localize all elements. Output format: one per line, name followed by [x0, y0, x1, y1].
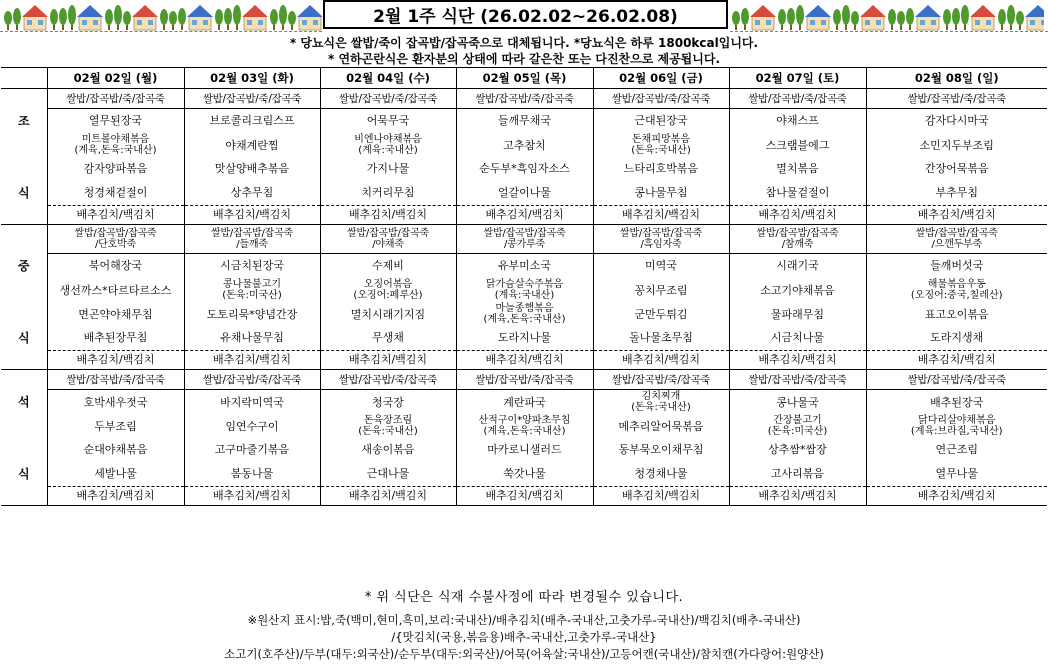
menu-item-line: 돈채피망볶음 — [632, 134, 690, 145]
dinner-side1-wed: 새송이볶음 — [320, 438, 456, 462]
dinner-main1-thu — [456, 414, 593, 438]
breakfast-main1-row — [1, 133, 1047, 157]
lunch-side2-sun: 도라지생채 — [866, 326, 1047, 351]
tree-icon — [961, 5, 969, 30]
day-header-tue: 02월 03일 (화) — [184, 68, 320, 89]
menu-item-line: 쌀밥/잡곡밥/잡곡죽 — [74, 228, 157, 239]
lunch-side1-mon — [47, 302, 184, 326]
dinner-soup-thu — [456, 390, 593, 415]
lunch-main1-mon — [47, 278, 184, 302]
lunch-label-spacer — [1, 278, 47, 302]
dinner-label-spacer — [1, 487, 47, 506]
menu-item-line: 두부조림 — [94, 419, 137, 433]
tree-icon — [279, 5, 287, 30]
day-header-mon: 02월 02일 (월) — [47, 68, 184, 89]
dinner-kimchi-mon: 배추김치/백김치 — [47, 487, 184, 506]
breakfast-rice-fri: 쌀밥/잡곡밥/죽/잡곡죽 — [593, 89, 729, 109]
dinner-side1-thu: 마카로니샐러드 — [456, 438, 593, 462]
breakfast-main1-sun — [866, 133, 1047, 157]
breakfast-main1-thu — [456, 133, 593, 157]
menu-item-line: 닭가슴살숙주볶음 — [485, 279, 564, 290]
menu-item-line: (계육,돈육:국내산) — [74, 145, 157, 156]
tree-icon — [224, 8, 232, 30]
tree-icon — [215, 9, 223, 30]
dinner-kimchi-sat: 배추김치/백김치 — [729, 487, 866, 506]
tree-icon — [732, 11, 740, 30]
notice-dysphagia: * 연하곤란식은 환자분의 상태에 따라 갈은찬 또는 다진찬으로 제공됩니다. — [327, 52, 721, 66]
dinner-side2-mon: 세발나물 — [47, 462, 184, 487]
breakfast-kimchi-thu: 배추김치/백김치 — [456, 206, 593, 225]
lunch-side1-sun — [866, 302, 1047, 326]
menu-item-line: /야채죽 — [372, 239, 404, 250]
breakfast-label-spacer — [1, 157, 47, 181]
menu-item-line: 김치찌개 — [641, 391, 681, 402]
lunch-kimchi-fri: 배추김치/백김치 — [593, 351, 729, 370]
breakfast-rice-sun: 쌀밥/잡곡밥/죽/잡곡죽 — [866, 89, 1047, 109]
tree-icon — [897, 11, 905, 30]
tree-icon — [796, 5, 804, 30]
breakfast-rice-tue: 쌀밥/잡곡밥/죽/잡곡죽 — [184, 89, 320, 109]
lunch-rice-wed — [320, 225, 456, 254]
house-icon — [970, 5, 996, 30]
menu-item-line: 오징어볶음 — [363, 279, 413, 290]
menu-item-line: 마늘종햄볶음 — [495, 303, 554, 314]
lunch-soup-sun: 들깨버섯국 — [866, 254, 1047, 279]
menu-item-line: 콩나물불고기 — [223, 279, 281, 290]
lunch-rice-row — [1, 225, 1047, 254]
breakfast-label-spacer — [1, 206, 47, 225]
menu-item-line: (계육:국내산) — [358, 145, 418, 156]
dinner-rice-tue: 쌀밥/잡곡밥/죽/잡곡죽 — [184, 370, 320, 390]
dinner-label-spacer — [1, 370, 47, 390]
breakfast-main1-mon — [47, 133, 184, 157]
menu-item-line: 청국장 — [372, 395, 404, 409]
day-header-sun: 02월 08일 (일) — [866, 68, 1047, 89]
breakfast-side2-fri: 콩나물무침 — [593, 181, 729, 206]
dinner-soup-sat — [729, 390, 866, 415]
dinner-main1-sat — [729, 414, 866, 438]
lunch-label-spacer — [1, 351, 47, 370]
menu-item-line: 비엔나야채볶음 — [354, 134, 422, 145]
origin-info-line-1: ※원산지 표시:밥,죽(백미,현미,흑미,보리:국내산)/배추김치(배추-국내산,고춧가루-국내산)/백김치(배추-국내산) — [247, 613, 801, 627]
weekly-menu-table — [1, 67, 1047, 506]
dinner-soup-tue — [184, 390, 320, 415]
tree-icon — [1016, 11, 1024, 30]
corner-cell — [1, 68, 47, 89]
dinner-kimchi-thu: 배추김치/백김치 — [456, 487, 593, 506]
menu-item-line: 메추리알어묵볶음 — [618, 419, 704, 433]
menu-item-line: 고추참치 — [503, 138, 546, 152]
menu-item-line: 콩나물국 — [776, 395, 819, 409]
dinner-soup-row — [1, 390, 1047, 415]
breakfast-soup-wed: 어묵무국 — [320, 109, 456, 134]
tree-icon — [998, 9, 1006, 30]
breakfast-side1-tue: 맛살양배추볶음 — [184, 157, 320, 181]
menu-item-line: 쌀밥/잡곡밥/잡곡죽 — [619, 228, 703, 239]
dinner-main1-wed — [320, 414, 456, 438]
house-icon — [77, 5, 103, 30]
lunch-kimchi-tue: 배추김치/백김치 — [184, 351, 320, 370]
dinner-side2-tue: 봄동나물 — [184, 462, 320, 487]
breakfast-side1-mon: 감자양파볶음 — [47, 157, 184, 181]
lunch-side1-fri — [593, 302, 729, 326]
lunch-main1-thu — [456, 278, 593, 302]
breakfast-side1-sun: 간장어묵볶음 — [866, 157, 1047, 181]
breakfast-label-spacer — [1, 89, 47, 109]
house-icon — [242, 5, 268, 30]
decoration-dashed-line-left — [0, 31, 322, 32]
breakfast-side2-wed: 치커리무침 — [320, 181, 456, 206]
dinner-main1-row — [1, 414, 1047, 438]
dinner-rice-sat: 쌀밥/잡곡밥/죽/잡곡죽 — [729, 370, 866, 390]
tree-icon — [906, 8, 914, 30]
tree-icon — [13, 8, 21, 30]
dinner-side2-fri: 청경채나물 — [593, 462, 729, 487]
lunch-main1-sun — [866, 278, 1047, 302]
lunch-soup-mon: 북어해장국 — [47, 254, 184, 279]
breakfast-soup-fri: 근대된장국 — [593, 109, 729, 134]
dinner-label-bottom: 식 — [1, 462, 47, 487]
lunch-side2-fri: 돌나물초무침 — [593, 326, 729, 351]
day-header-wed: 02월 04일 (수) — [320, 68, 456, 89]
tree-icon — [943, 9, 951, 30]
dinner-soup-mon — [47, 390, 184, 415]
dinner-side1-row — [1, 438, 1047, 462]
tree-icon — [178, 8, 186, 30]
dinner-kimchi-row — [1, 487, 1047, 506]
lunch-side2-tue: 유채나물무침 — [184, 326, 320, 351]
menu-item-line: 소고기야채볶음 — [760, 283, 835, 297]
breakfast-kimchi-fri: 배추김치/백김치 — [593, 206, 729, 225]
origin-info-line-3: 소고기(호주산)/두부(대두:외국산)/순두부(대두:외국산)/어묵(어육살:국내산)/고등어캔(국내산)/참치캔(가다랑어:원양산) — [224, 647, 824, 661]
lunch-rice-mon — [47, 225, 184, 254]
house-icon — [187, 5, 213, 30]
menu-item-line: (계육:브라질,국내산) — [910, 426, 1003, 437]
dinner-kimchi-tue: 배추김치/백김치 — [184, 487, 320, 506]
menu-item-line: 생선까스*타르타르소스 — [59, 283, 172, 297]
breakfast-side1-thu: 순두부*흑임자소스 — [456, 157, 593, 181]
dinner-rice-fri: 쌀밥/잡곡밥/죽/잡곡죽 — [593, 370, 729, 390]
lunch-soup-thu: 유부미소국 — [456, 254, 593, 279]
lunch-soup-fri: 미역국 — [593, 254, 729, 279]
menu-item-line: 바지락미역국 — [220, 395, 284, 409]
dinner-side2-sun: 열무나물 — [866, 462, 1047, 487]
menu-item-line: 군만두튀김 — [634, 307, 688, 321]
lunch-rice-fri — [593, 225, 729, 254]
menu-item-line: /단호박죽 — [94, 239, 136, 250]
village-decoration-right — [732, 0, 1044, 32]
menu-item-line: 닭다리살야채볶음 — [918, 415, 996, 426]
lunch-soup-row — [1, 254, 1047, 279]
menu-item-line: 꽁치무조림 — [634, 283, 688, 297]
menu-item-line: 멸치시래기지짐 — [350, 307, 426, 321]
dinner-main1-sun — [866, 414, 1047, 438]
day-header-row — [1, 68, 1047, 89]
breakfast-side2-mon: 청경채겉절이 — [47, 181, 184, 206]
lunch-label-top: 중 — [1, 254, 47, 279]
menu-item-line: 야채계란찜 — [225, 138, 279, 152]
menu-item-line: 소민지두부조림 — [919, 138, 994, 152]
dinner-main1-tue — [184, 414, 320, 438]
menu-item-line: /들깨죽 — [236, 239, 268, 250]
menu-item-line: 스크램블에그 — [765, 138, 830, 152]
menu-item-line: (돈육:국내산) — [358, 426, 418, 437]
day-header-sat: 02월 07일 (토) — [729, 68, 866, 89]
menu-item-line: (돈육:미국산) — [222, 290, 282, 301]
menu-item-line: 산적구이*양파초무침 — [478, 415, 571, 426]
tree-icon — [160, 9, 168, 30]
menu-item-line: 쌀밥/잡곡밥/잡곡죽 — [346, 228, 430, 239]
lunch-kimchi-thu: 배추김치/백김치 — [456, 351, 593, 370]
house-icon — [22, 5, 48, 30]
breakfast-kimchi-sat: 배추김치/백김치 — [729, 206, 866, 225]
menu-item-line: 미트볼야채볶음 — [81, 134, 150, 145]
dinner-label-spacer — [1, 414, 47, 438]
lunch-side1-wed — [320, 302, 456, 326]
breakfast-side2-sat: 참나물겉절이 — [729, 181, 866, 206]
dinner-soup-fri — [593, 390, 729, 415]
lunch-rice-thu — [456, 225, 593, 254]
village-decoration-left — [4, 0, 322, 32]
breakfast-main1-tue — [184, 133, 320, 157]
lunch-side1-row — [1, 302, 1047, 326]
origin-info-line-2: /{맛김치(국용,볶음용)배추-국내산,고춧가루-국내산} — [391, 630, 657, 644]
tree-icon — [787, 8, 795, 30]
breakfast-kimchi-wed: 배추김치/백김치 — [320, 206, 456, 225]
breakfast-soup-row — [1, 109, 1047, 134]
breakfast-kimchi-sun: 배추김치/백김치 — [866, 206, 1047, 225]
house-icon — [805, 5, 831, 30]
tree-icon — [851, 11, 859, 30]
breakfast-soup-sat: 야채스프 — [729, 109, 866, 134]
dinner-kimchi-fri: 배추김치/백김치 — [593, 487, 729, 506]
menu-item-line: (돈육:국내산) — [631, 145, 691, 156]
lunch-rice-sat — [729, 225, 866, 254]
breakfast-side2-tue: 상추무침 — [184, 181, 320, 206]
dinner-kimchi-sun: 배추김치/백김치 — [866, 487, 1047, 506]
menu-item-line: 쌀밥/잡곡밥/잡곡죽 — [756, 228, 839, 239]
dinner-soup-wed — [320, 390, 456, 415]
breakfast-main1-wed — [320, 133, 456, 157]
menu-item-line: 계란파국 — [503, 395, 546, 409]
lunch-side2-row — [1, 326, 1047, 351]
house-icon — [860, 5, 886, 30]
menu-item-line: 물파래무침 — [770, 307, 825, 321]
dinner-rice-row — [1, 370, 1047, 390]
house-icon — [915, 5, 941, 30]
lunch-rice-sun — [866, 225, 1047, 254]
tree-icon — [123, 11, 131, 30]
dinner-side2-thu: 쑥갓나물 — [456, 462, 593, 487]
house-icon — [297, 5, 322, 30]
dinner-side1-fri: 동부묵오이채무침 — [593, 438, 729, 462]
lunch-kimchi-mon: 배추김치/백김치 — [47, 351, 184, 370]
breakfast-soup-mon: 열무된장국 — [47, 109, 184, 134]
breakfast-rice-row — [1, 89, 1047, 109]
breakfast-side2-row — [1, 181, 1047, 206]
dinner-side1-tue: 고구마줄기볶음 — [184, 438, 320, 462]
dinner-main1-mon — [47, 414, 184, 438]
tree-icon — [1007, 5, 1015, 30]
menu-item-line: (오징어:중국,칠레산) — [910, 290, 1003, 301]
breakfast-rice-sat: 쌀밥/잡곡밥/죽/잡곡죽 — [729, 89, 866, 109]
tree-icon — [842, 5, 850, 30]
lunch-rice-tue — [184, 225, 320, 254]
dinner-rice-thu: 쌀밥/잡곡밥/죽/잡곡죽 — [456, 370, 593, 390]
menu-item-line: 해물볶음우동 — [927, 279, 986, 290]
notice-diabetes: * 당뇨식은 쌀밥/죽이 잡곡밥/잡곡죽으로 대체됩니다. *당뇨식은 하루 1800kcal입니다. — [289, 36, 759, 50]
tree-icon — [833, 9, 841, 30]
day-header-thu: 02월 05일 (목) — [456, 68, 593, 89]
lunch-label-spacer — [1, 302, 47, 326]
menu-item-line: /흑임자죽 — [640, 239, 682, 250]
breakfast-label-spacer — [1, 133, 47, 157]
breakfast-main1-sat — [729, 133, 866, 157]
lunch-kimchi-wed: 배추김치/백김치 — [320, 351, 456, 370]
breakfast-side1-wed: 가지나물 — [320, 157, 456, 181]
dinner-main1-fri — [593, 414, 729, 438]
breakfast-label-bottom: 식 — [1, 181, 47, 206]
breakfast-label-top: 조 — [1, 109, 47, 134]
breakfast-main1-fri — [593, 133, 729, 157]
menu-item-line: (계육,돈육:국내산) — [483, 426, 566, 437]
breakfast-soup-sun: 감자다시마국 — [866, 109, 1047, 134]
lunch-label-spacer — [1, 225, 47, 254]
dinner-rice-sun: 쌀밥/잡곡밥/죽/잡곡죽 — [866, 370, 1047, 390]
lunch-main1-fri — [593, 278, 729, 302]
menu-item-line: (오징어:페루산) — [353, 290, 423, 301]
dinner-side2-row — [1, 462, 1047, 487]
breakfast-soup-thu: 들깨무채국 — [456, 109, 593, 134]
breakfast-side1-fri: 느타리호박볶음 — [593, 157, 729, 181]
menu-item-line: 쌀밥/잡곡밥/잡곡죽 — [210, 228, 294, 239]
menu-item-line: 면곤약야채무침 — [78, 307, 153, 321]
lunch-side1-sat — [729, 302, 866, 326]
menu-item-line: /참깨죽 — [781, 239, 814, 250]
lunch-side1-thu — [456, 302, 593, 326]
house-icon — [132, 5, 158, 30]
tree-icon — [952, 8, 960, 30]
dinner-side2-wed: 근대나물 — [320, 462, 456, 487]
menu-item-line: 쌀밥/잡곡밥/잡곡죽 — [915, 228, 998, 239]
lunch-kimchi-sat: 배추김치/백김치 — [729, 351, 866, 370]
page-title: 2월 1주 식단 (26.02.02~26.02.08) — [323, 0, 728, 29]
menu-item-line: 쌀밥/잡곡밥/잡곡죽 — [483, 228, 566, 239]
dinner-side1-mon: 순대야채볶음 — [47, 438, 184, 462]
menu-item-line: /으깬두부죽 — [931, 239, 982, 250]
tree-icon — [59, 8, 67, 30]
breakfast-soup-tue: 브로콜리크림스프 — [184, 109, 320, 134]
tree-icon — [50, 9, 58, 30]
tree-icon — [270, 9, 278, 30]
lunch-main1-tue — [184, 278, 320, 302]
change-notice: * 위 식단은 식재 수불사정에 따라 변경될수 있습니다. — [364, 590, 684, 605]
menu-item-line: 돈육장조림 — [363, 415, 413, 426]
breakfast-rice-mon: 쌀밥/잡곡밥/죽/잡곡죽 — [47, 89, 184, 109]
breakfast-kimchi-row — [1, 206, 1047, 225]
breakfast-rice-thu: 쌀밥/잡곡밥/죽/잡곡죽 — [456, 89, 593, 109]
tree-icon — [105, 9, 113, 30]
breakfast-rice-wed: 쌀밥/잡곡밥/죽/잡곡죽 — [320, 89, 456, 109]
tree-icon — [288, 11, 296, 30]
lunch-side2-wed: 무생채 — [320, 326, 456, 351]
menu-item-line: 호박새우젓국 — [83, 395, 148, 409]
house-icon — [1025, 5, 1044, 30]
tree-icon — [169, 11, 177, 30]
tree-icon — [4, 11, 12, 30]
tree-icon — [114, 5, 122, 30]
day-header-fri: 02월 06일 (금) — [593, 68, 729, 89]
lunch-side2-mon: 배추된장무침 — [47, 326, 184, 351]
menu-item-line: 간장불고기 — [773, 415, 822, 426]
breakfast-side2-sun: 부추무침 — [866, 181, 1047, 206]
lunch-side1-tue — [184, 302, 320, 326]
lunch-kimchi-sun: 배추김치/백김치 — [866, 351, 1047, 370]
dinner-rice-wed: 쌀밥/잡곡밥/죽/잡곡죽 — [320, 370, 456, 390]
lunch-soup-sat: 시래기국 — [729, 254, 866, 279]
menu-item-line: 임연수구이 — [225, 419, 279, 433]
dinner-side1-sat: 상추쌈*쌈장 — [729, 438, 866, 462]
breakfast-side2-thu: 얼갈이나물 — [456, 181, 593, 206]
menu-item-line: 도토리묵*양념간장 — [206, 307, 298, 321]
dinner-side1-sun: 연근조림 — [866, 438, 1047, 462]
decoration-dashed-line-right — [730, 31, 1048, 32]
tree-icon — [888, 9, 896, 30]
lunch-main1-row — [1, 278, 1047, 302]
breakfast-kimchi-mon: 배추김치/백김치 — [47, 206, 184, 225]
menu-item-line: (돈육:미국산) — [767, 426, 828, 437]
breakfast-side1-sat: 멸치볶음 — [729, 157, 866, 181]
dinner-rice-mon: 쌀밥/잡곡밥/죽/잡곡죽 — [47, 370, 184, 390]
tree-icon — [778, 9, 786, 30]
dinner-kimchi-wed: 배추김치/백김치 — [320, 487, 456, 506]
menu-item-line: /콩가루죽 — [503, 239, 545, 250]
lunch-main1-wed — [320, 278, 456, 302]
lunch-soup-wed: 수제비 — [320, 254, 456, 279]
tree-icon — [233, 5, 241, 30]
lunch-side2-sat: 시금치나물 — [729, 326, 866, 351]
tree-icon — [68, 5, 76, 30]
lunch-kimchi-row — [1, 351, 1047, 370]
lunch-main1-sat — [729, 278, 866, 302]
menu-item-line: (계육:국내산) — [494, 290, 555, 301]
dinner-label-top: 석 — [1, 390, 47, 415]
tree-icon — [741, 8, 749, 30]
dinner-side2-sat: 고사리볶음 — [729, 462, 866, 487]
lunch-soup-tue: 시금치된장국 — [184, 254, 320, 279]
menu-item-line: (돈육:국내산) — [631, 402, 691, 413]
breakfast-kimchi-tue: 배추김치/백김치 — [184, 206, 320, 225]
lunch-label-bottom: 식 — [1, 326, 47, 351]
menu-item-line: 배추된장국 — [930, 395, 984, 409]
breakfast-side1-row — [1, 157, 1047, 181]
house-icon — [750, 5, 776, 30]
menu-item-line: 표고오이볶음 — [924, 307, 989, 321]
lunch-side2-thu: 도라지나물 — [456, 326, 593, 351]
menu-item-line: (계육,돈육:국내산) — [483, 314, 566, 325]
dinner-soup-sun — [866, 390, 1047, 415]
dinner-label-spacer — [1, 438, 47, 462]
